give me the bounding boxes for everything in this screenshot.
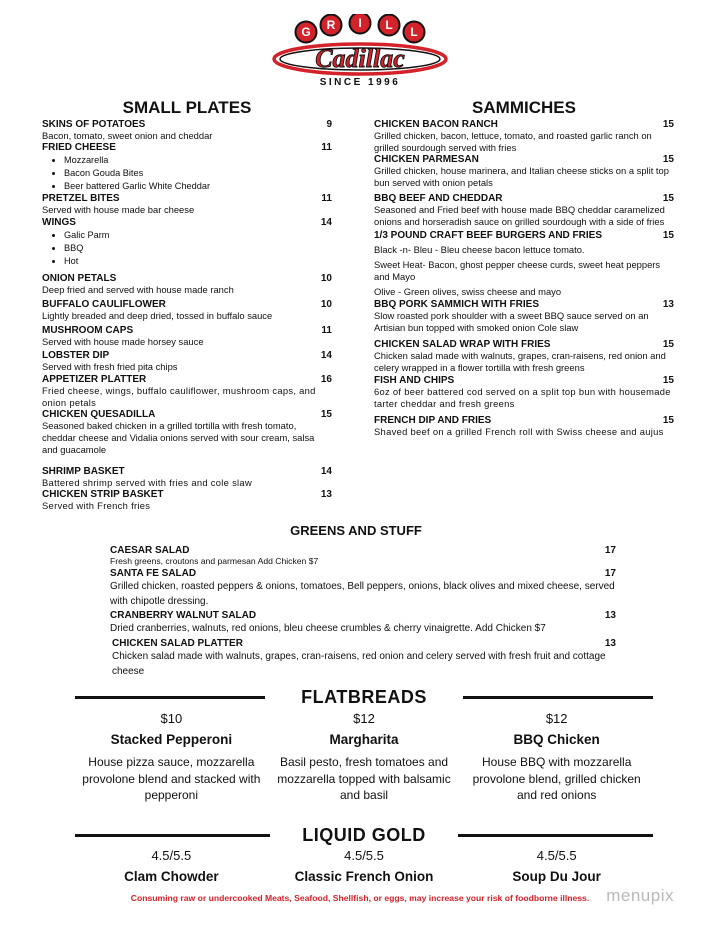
item-price: 13 — [320, 489, 332, 500]
item-price: 15 — [662, 230, 674, 241]
small-plates-item — [42, 299, 332, 322]
item-description: Fried cheese, wings, buffalo cauliflower, mushroom caps, and onion petals — [42, 385, 316, 408]
item-price: 10 — [320, 273, 332, 284]
item-name: CAESAR SALAD — [110, 545, 190, 556]
item-name: CHICKEN BACON RANCH — [374, 119, 498, 130]
item-option: • Hot — [64, 255, 332, 268]
sammiches-item — [374, 375, 674, 410]
small-plates-item — [42, 489, 332, 512]
item-price: $12 — [353, 711, 375, 726]
item-description: Battered shrimp served with fries and cole slaw — [42, 477, 253, 488]
item-name: Clam Chowder — [124, 869, 219, 884]
sammiches-item — [374, 415, 674, 438]
item-description: House pizza sauce, mozzarella provolone blend and stacked with pepperoni — [82, 755, 261, 802]
item-price: 15 — [662, 119, 674, 130]
item-description: Shaved beef on a grilled French roll with Swiss cheese and aujus — [374, 426, 664, 437]
item-description: Fresh greens, croutons and parmesan Add Chicken $7 — [110, 556, 319, 566]
item-name: Classic French Onion — [294, 869, 434, 884]
flatbreads-grid — [75, 710, 653, 804]
sammiches-item — [374, 193, 674, 228]
item-price: $12 — [545, 711, 568, 726]
item-name: BBQ BEEF AND CHEDDAR — [374, 193, 503, 204]
item-description: House BBQ with mozzarella provolone blend, grilled chicken and red onions — [472, 755, 641, 802]
item-description: Served with house made horsey sauce — [42, 336, 204, 347]
small-plates-item — [42, 466, 332, 489]
item-description: Basil pesto, fresh tomatoes and mozzarella topped with balsamic and basil — [277, 755, 451, 802]
item-price: 10 — [320, 299, 332, 310]
item-name: SKINS OF POTATOES — [42, 119, 146, 130]
item-name: FRENCH DIP AND FRIES — [374, 415, 492, 426]
item-name: WINGS — [42, 217, 76, 228]
item-price: 4.5/5.5 — [151, 848, 192, 863]
small-plates-item — [42, 273, 332, 296]
item-price: 14 — [320, 217, 332, 228]
item-name: CHICKEN SALAD WRAP WITH FRIES — [374, 339, 551, 350]
small-plates-item — [42, 217, 332, 268]
greens-list — [110, 545, 616, 679]
logo-grill-letter: G — [301, 25, 311, 39]
small-plates-section — [42, 98, 332, 512]
item-description: Chicken salad made with walnuts, grapes, cran-raisens, red onion and celery wrapped in a flower tortilla with fresh greens — [374, 350, 666, 373]
flatbreads-item — [268, 710, 461, 804]
item-price: 13 — [604, 638, 616, 649]
item-option: • Beer battered Garlic White Cheddar — [64, 180, 332, 193]
item-name: CRANBERRY WALNUT SALAD — [110, 610, 257, 621]
item-description: Grilled chicken, bacon, lettuce, tomato, and roasted garlic ranch on grilled sourdough served with fries — [374, 130, 652, 153]
liquid-gold-item — [460, 847, 653, 887]
small-plates-list — [42, 119, 332, 512]
item-description-line: Sweet Heat- Bacon, ghost pepper cheese curds, sweet heat peppers and Mayo — [374, 259, 661, 282]
item-description: Chicken salad made with walnuts, grapes, cran-raisens, red onion and celery served with fresh fruit and cottage cheese — [112, 651, 606, 677]
item-option: • BBQ — [64, 242, 332, 255]
item-option: • Galic Parm — [64, 229, 332, 242]
sammiches-title: SAMMICHES — [472, 98, 576, 117]
item-price: 11 — [321, 325, 332, 336]
logo-grill-letter: L — [410, 25, 418, 39]
item-option: • Mozzarella — [64, 154, 332, 167]
divider-line — [458, 834, 653, 837]
greens-item — [112, 638, 616, 679]
item-name: FISH AND CHIPS — [374, 375, 455, 386]
item-name: BBQ PORK SAMMICH WITH FRIES — [374, 299, 539, 310]
item-price: $10 — [160, 711, 183, 726]
item-name: Margharita — [329, 732, 399, 747]
item-name: MUSHROOM CAPS — [42, 325, 134, 336]
sammiches-list — [374, 119, 674, 438]
greens-section — [110, 523, 616, 679]
item-description: Served with French fries — [42, 500, 151, 511]
item-option: • Bacon Gouda Bites — [64, 167, 332, 180]
item-price: 14 — [320, 350, 332, 361]
small-plates-item — [42, 350, 332, 373]
logo-grill-letter: L — [385, 18, 393, 32]
item-price: 15 — [662, 193, 674, 204]
sammiches-item — [374, 299, 674, 334]
divider-line — [463, 696, 653, 699]
logo-since: SINCE 1996 — [319, 77, 401, 88]
item-description: Served with house made bar cheese — [42, 204, 195, 215]
item-name: Stacked Pepperoni — [110, 732, 233, 747]
item-price: 15 — [320, 409, 332, 420]
greens-item — [110, 568, 616, 609]
logo-grill-letter: R — [326, 18, 336, 32]
item-name: BUFFALO CAULIFLOWER — [42, 299, 166, 310]
small-plates-item — [42, 374, 332, 409]
small-plates-item — [42, 119, 332, 142]
item-name: ONION PETALS — [42, 273, 117, 284]
liquid-gold-title: LIQUID GOLD — [302, 825, 426, 845]
item-description: Grilled chicken, roasted peppers & onions, tomatoes, Bell peppers, onions, black olives and mixed cheese, served with chipotle dressing. — [110, 581, 615, 607]
item-options-list — [42, 154, 332, 193]
item-price: 15 — [662, 339, 674, 350]
item-name: SANTA FE SALAD — [110, 568, 197, 579]
item-description-line: Olive - Green olives, swiss cheese and mayo — [374, 286, 562, 297]
item-name: PRETZEL BITES — [42, 193, 120, 204]
liquid-gold-item — [75, 847, 268, 887]
sammiches-item — [374, 154, 674, 189]
item-name: 1/3 POUND CRAFT BEEF BURGERS AND FRIES — [374, 230, 602, 241]
item-price: 17 — [604, 545, 616, 556]
item-price: 4.5/5.5 — [344, 848, 384, 863]
greens-item — [110, 545, 616, 567]
item-description: Dried cranberries, walnuts, red onions, bleu cheese crumbles & cherry vinaigrette. Add Chicken $7 — [110, 623, 546, 634]
item-name: FRIED CHEESE — [42, 142, 116, 153]
item-price: 16 — [320, 374, 332, 385]
logo-script-name: Cadillac — [315, 44, 405, 73]
food-safety-disclaimer: Consuming raw or undercooked Meats, Seafood, Shellfish, or eggs, may increase your risk of foodborne illness. — [130, 893, 590, 903]
item-name: CHICKEN QUESADILLA — [42, 409, 156, 420]
item-price: 9 — [326, 119, 332, 130]
item-description: Slow roasted pork shoulder with a sweet BBQ sauce served on an Artisian bun topped with smoked onion Cole slaw — [374, 310, 649, 333]
item-description: Seasoned baked chicken in a grilled tortilla with fresh tomato, cheddar cheese and Vidalia onions served with sour cream, salsa and guacamole — [42, 420, 315, 455]
item-description: Bacon, tomato, sweet onion and cheddar — [42, 130, 213, 141]
item-price: 14 — [320, 466, 332, 477]
small-plates-title: SMALL PLATES — [122, 98, 252, 117]
item-name: CHICKEN STRIP BASKET — [42, 489, 164, 500]
item-options-list — [42, 229, 332, 268]
sammiches-item — [374, 230, 674, 298]
greens-item — [110, 610, 616, 636]
item-name: APPETIZER PLATTER — [42, 374, 147, 385]
watermark-text: menupix — [606, 886, 674, 905]
liquid-gold-heading — [75, 823, 653, 847]
item-name: SHRIMP BASKET — [42, 466, 125, 477]
greens-title: GREENS AND STUFF — [290, 523, 422, 538]
cadillac-grill-logo — [265, 14, 455, 90]
item-price: 13 — [604, 610, 616, 621]
liquid-gold-grid — [75, 847, 653, 887]
item-name: CHICKEN PARMESAN — [374, 154, 479, 165]
item-description: Deep fried and served with house made ranch — [42, 284, 234, 295]
item-description: Seasoned and Fried beef with house made BBQ cheddar caramelized onions and horseradish sauce on grilled sourdough with a side of fries — [374, 204, 665, 227]
item-description: Lightly breaded and deep dried, tossed in buffalo sauce — [42, 310, 273, 321]
item-price: 15 — [662, 415, 674, 426]
small-plates-item — [42, 142, 332, 193]
item-name: Soup Du Jour — [512, 869, 601, 884]
small-plates-item — [42, 409, 332, 456]
item-price: 4.5/5.5 — [536, 848, 577, 863]
item-name: LOBSTER DIP — [42, 350, 110, 361]
item-price: 15 — [662, 375, 674, 386]
flatbreads-item — [460, 710, 653, 804]
item-description: Served with fresh fried pita chips — [42, 361, 178, 372]
item-name: BBQ Chicken — [513, 732, 600, 747]
sammiches-item — [374, 339, 674, 374]
flatbreads-title: FLATBREADS — [301, 687, 427, 707]
item-description-line: Black -n- Bleu - Bleu cheese bacon lettuce tomato. — [374, 244, 585, 255]
logo-grill-letter: I — [358, 16, 362, 30]
item-price: 11 — [321, 193, 332, 204]
liquid-gold-item — [268, 847, 461, 887]
item-price: 15 — [662, 154, 674, 165]
small-plates-item — [42, 193, 332, 216]
item-description: 6oz of beer battered cod served on a split top bun with housemade tarter cheddar and fresh greens — [374, 386, 671, 409]
small-plates-item — [42, 325, 332, 348]
item-price: 11 — [321, 142, 332, 153]
item-price: 13 — [662, 299, 674, 310]
flatbreads-item — [75, 710, 268, 804]
sammiches-item — [374, 119, 674, 154]
item-price: 17 — [604, 568, 616, 579]
sammiches-section — [374, 98, 674, 438]
flatbreads-heading — [75, 685, 653, 709]
item-description: Grilled chicken, house marinera, and Italian cheese sticks on a split top bun served with onion petals — [374, 165, 669, 188]
item-name: CHICKEN SALAD PLATTER — [112, 638, 243, 649]
logo-graphic — [265, 14, 455, 90]
